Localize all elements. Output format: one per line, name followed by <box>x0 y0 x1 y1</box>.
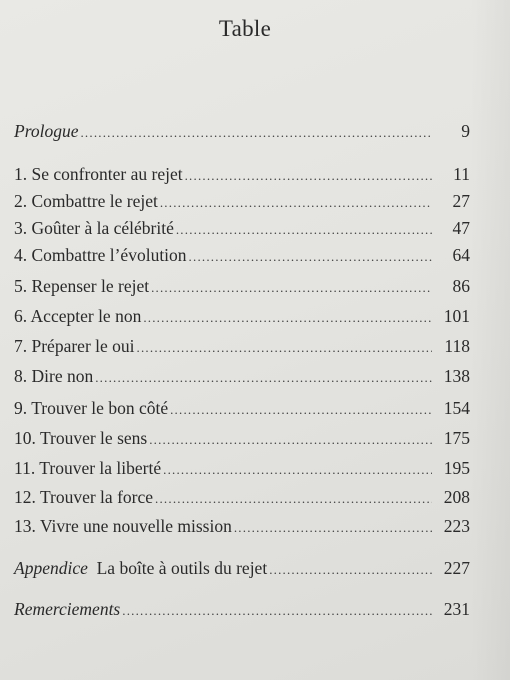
entry-page-number: 47 <box>452 218 470 238</box>
entry-number: 11. <box>14 458 40 478</box>
entry-label: Préparer le oui <box>31 336 135 356</box>
entry-page-number: 208 <box>443 487 470 507</box>
entry-number: 2. <box>14 191 32 211</box>
dot-leader <box>234 516 432 540</box>
entry-label: La boîte à outils du rejet <box>96 558 268 578</box>
entry-number: 8. <box>14 366 32 386</box>
entry-page-number: 138 <box>443 366 470 386</box>
entry-label: Remerciements <box>14 599 121 619</box>
toc-entry-chapter-11[interactable] <box>14 456 470 480</box>
entry-label: Combattre le rejet <box>31 191 158 211</box>
page-title: Table <box>218 16 272 41</box>
dot-leader <box>185 164 432 188</box>
entry-page-number: 195 <box>443 458 470 478</box>
dot-leader <box>80 121 432 145</box>
entry-number: 7. <box>14 336 32 356</box>
toc-entry-chapter-1[interactable] <box>14 162 470 186</box>
dot-leader <box>149 428 432 452</box>
toc-entry-chapter-7[interactable] <box>14 334 470 358</box>
toc-entry-chapter-13[interactable] <box>14 514 470 538</box>
toc-entry-chapter-2[interactable] <box>14 189 470 213</box>
entry-number: 10. <box>14 428 40 448</box>
entry-label: Goûter à la célébrité <box>31 218 174 238</box>
entry-label: Trouver le sens <box>39 428 148 448</box>
dot-leader <box>269 558 432 582</box>
entry-label: Repenser le rejet <box>31 276 150 296</box>
dot-leader <box>155 487 432 511</box>
entry-page-number: 227 <box>443 558 470 578</box>
dot-leader <box>160 191 432 215</box>
entry-number: 13. <box>14 516 40 536</box>
entry-page-number: 64 <box>452 245 470 265</box>
entry-page-number: 9 <box>461 121 470 141</box>
entry-label: Trouver la liberté <box>39 458 162 478</box>
entry-number: 12. <box>14 487 40 507</box>
dot-leader <box>170 398 432 422</box>
entry-label: Dire non <box>31 366 94 386</box>
entry-page-number: 27 <box>452 191 470 211</box>
entry-page-number: 154 <box>443 398 470 418</box>
entry-page-number: 86 <box>452 276 470 296</box>
entry-page-number: 223 <box>443 516 470 536</box>
entry-page-number: 118 <box>444 336 470 356</box>
entry-label: Prologue <box>14 121 79 141</box>
dot-leader <box>143 306 432 330</box>
toc-entry-chapter-3[interactable] <box>14 216 470 240</box>
toc-entry-chapter-9[interactable] <box>14 396 470 420</box>
entry-label: Combattre l’évolution <box>31 245 187 265</box>
entry-label: Trouver la force <box>39 487 154 507</box>
entry-label: Vivre une nouvelle mission <box>39 516 232 536</box>
toc-entry-appendice[interactable] <box>14 556 470 580</box>
entry-number: 3. <box>14 218 32 238</box>
dot-leader <box>163 458 432 482</box>
entry-page-number: 175 <box>443 428 470 448</box>
entry-prefix-appendice: Appendice <box>14 558 88 578</box>
toc-entry-chapter-12[interactable] <box>14 485 470 509</box>
dot-leader <box>151 276 432 300</box>
dot-leader <box>189 245 432 269</box>
entry-number: 1. <box>14 164 32 184</box>
entry-number: 5. <box>14 276 32 296</box>
entry-label: Accepter le non <box>30 306 142 326</box>
toc-entry-chapter-10[interactable] <box>14 426 470 450</box>
toc-entry-remerciements[interactable] <box>14 597 470 621</box>
toc-entry-prologue[interactable] <box>14 119 470 143</box>
entry-label: Se confronter au rejet <box>31 164 183 184</box>
toc-entry-chapter-6[interactable] <box>14 304 470 328</box>
entry-label: Trouver le bon côté <box>31 398 169 418</box>
dot-leader <box>122 599 432 623</box>
toc-entry-chapter-5[interactable] <box>14 274 470 298</box>
entry-number: 9. <box>14 398 32 418</box>
toc-entry-chapter-4[interactable] <box>14 243 470 267</box>
dot-leader <box>137 336 432 360</box>
entry-page-number: 231 <box>443 599 470 619</box>
entry-number: 4. <box>14 245 32 265</box>
entry-page-number: 101 <box>443 306 470 326</box>
entry-number: 6. <box>14 306 31 326</box>
toc-entry-chapter-8[interactable] <box>14 364 470 388</box>
entry-page-number: 11 <box>453 164 470 184</box>
dot-leader <box>176 218 432 242</box>
dot-leader <box>95 366 432 390</box>
